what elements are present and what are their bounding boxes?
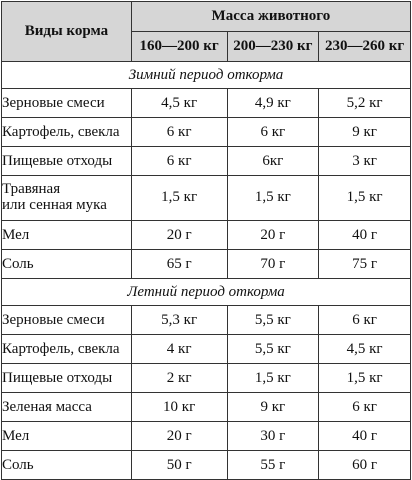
amount-cell: 1,5 кг — [227, 176, 319, 221]
amount-cell: 5,5 кг — [227, 335, 319, 364]
amount-cell: 6 кг — [319, 306, 411, 335]
feed-name-cell — [2, 221, 132, 250]
table-row — [2, 118, 411, 147]
amount-cell: 30 г — [227, 422, 319, 451]
amount-cell: 4 кг — [131, 335, 227, 364]
amount-cell: 9 кг — [227, 393, 319, 422]
amount-cell: 75 г — [319, 250, 411, 279]
feed-name-line: Мел — [2, 226, 30, 243]
feed-name-cell — [2, 147, 132, 176]
amount-cell: 6кг — [227, 147, 319, 176]
amount-cell: 9 кг — [319, 118, 411, 147]
table-row — [2, 89, 411, 118]
amount-cell: 6 кг — [131, 118, 227, 147]
amount-cell: 60 г — [319, 451, 411, 480]
feed-name-cell — [2, 451, 132, 480]
feed-table — [1, 1, 411, 480]
amount-cell: 4,5 кг — [131, 89, 227, 118]
amount-cell: 5,2 кг — [319, 89, 411, 118]
feed-name-cell — [2, 118, 132, 147]
feed-name-line: Картофель, свекла — [2, 123, 120, 140]
feed-name-cell — [2, 422, 132, 451]
feed-name-cell — [2, 364, 132, 393]
amount-cell: 6 кг — [227, 118, 319, 147]
mass-range-header: 160—200 кг — [131, 32, 227, 62]
amount-cell: 20 г — [131, 422, 227, 451]
amount-cell: 6 кг — [319, 393, 411, 422]
amount-cell: 6 кг — [131, 147, 227, 176]
amount-cell: 55 г — [227, 451, 319, 480]
feed-name-cell — [2, 89, 132, 118]
summer-period-row — [2, 279, 411, 306]
feed-name-line: Мел — [2, 427, 30, 444]
feed-name-line: Пищевые отходы — [2, 152, 113, 169]
table-row — [2, 147, 411, 176]
feed-name-line: Зерновые смеси — [2, 94, 105, 111]
feed-name-line: Зеленая масса — [2, 398, 92, 415]
mass-range-header: 200—230 кг — [227, 32, 319, 62]
amount-cell: 1,5 кг — [319, 364, 411, 393]
amount-cell: 4,9 кг — [227, 89, 319, 118]
amount-cell: 5,5 кг — [227, 306, 319, 335]
feed-name-cell — [2, 335, 132, 364]
amount-cell: 3 кг — [319, 147, 411, 176]
table-body — [2, 62, 411, 480]
amount-cell: 70 г — [227, 250, 319, 279]
feed-name-line: или сенная мука — [2, 197, 107, 213]
feed-name-line: Соль — [2, 456, 34, 473]
feed-name-line: Зерновые смеси — [2, 311, 105, 328]
feed-name-cell — [2, 250, 132, 279]
winter-period-title: Зимний период откорма — [2, 62, 411, 89]
amount-cell: 2 кг — [131, 364, 227, 393]
winter-period-row — [2, 62, 411, 89]
mass-range-header: 230—260 кг — [319, 32, 411, 62]
amount-cell: 5,3 кг — [131, 306, 227, 335]
table-row — [2, 335, 411, 364]
feed-types-header: Виды корма — [2, 2, 132, 62]
table-row — [2, 364, 411, 393]
table-row — [2, 422, 411, 451]
amount-cell: 20 г — [227, 221, 319, 250]
table-header — [2, 2, 411, 62]
table-row — [2, 451, 411, 480]
table-row — [2, 306, 411, 335]
table-row — [2, 176, 411, 221]
amount-cell: 20 г — [131, 221, 227, 250]
table-row — [2, 393, 411, 422]
animal-mass-header: Масса животного — [131, 2, 410, 32]
summer-period-title: Летний период откорма — [2, 279, 411, 306]
table-row — [2, 221, 411, 250]
amount-cell: 1,5 кг — [319, 176, 411, 221]
feed-name-cell — [2, 176, 132, 221]
amount-cell: 10 кг — [131, 393, 227, 422]
feed-name-line: Травяная — [2, 181, 61, 198]
feed-name-line: Соль — [2, 255, 34, 272]
feed-name-line: Пищевые отходы — [2, 369, 113, 386]
amount-cell: 1,5 кг — [131, 176, 227, 221]
amount-cell: 4,5 кг — [319, 335, 411, 364]
feed-name-cell — [2, 306, 132, 335]
amount-cell: 50 г — [131, 451, 227, 480]
amount-cell: 40 г — [319, 422, 411, 451]
feed-name-cell — [2, 393, 132, 422]
table-row — [2, 250, 411, 279]
feed-name-line: Картофель, свекла — [2, 340, 120, 357]
amount-cell: 40 г — [319, 221, 411, 250]
amount-cell: 65 г — [131, 250, 227, 279]
amount-cell: 1,5 кг — [227, 364, 319, 393]
